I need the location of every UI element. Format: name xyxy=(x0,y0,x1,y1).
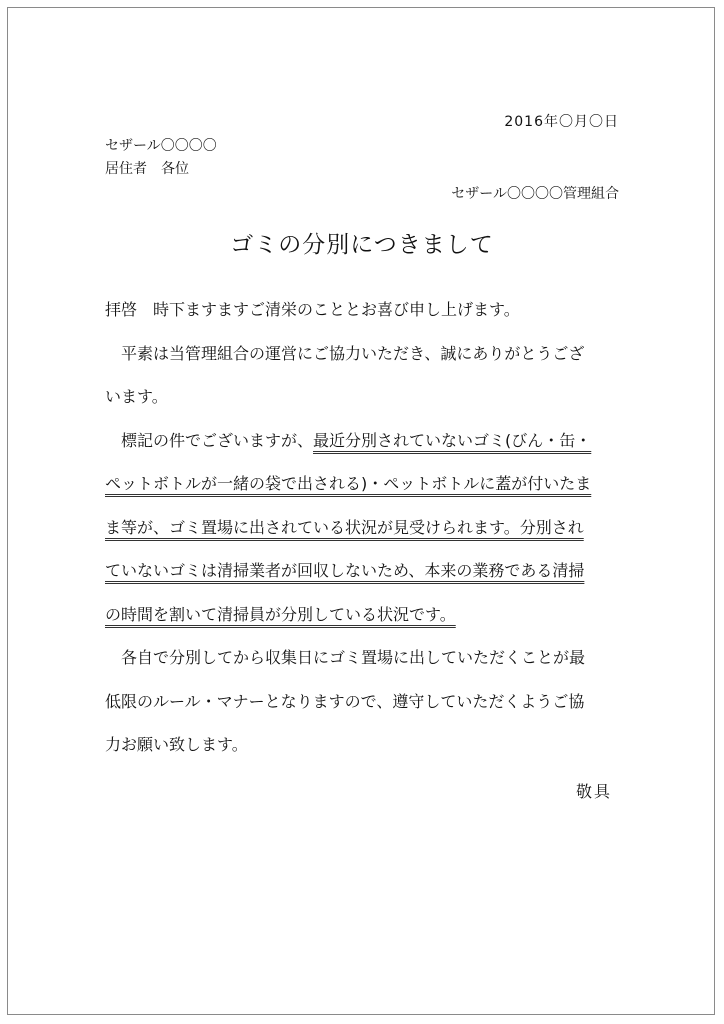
letter-date: 2016年〇月〇日 xyxy=(504,114,619,130)
para2-line3-underlined: ま等が、ゴミ置場に出されている状況が見受けられます。分別され xyxy=(105,517,584,537)
document-page xyxy=(7,7,715,1015)
para2-line2-underlined: ペットボトルが一緒の袋で出される)・ペットボトルに蓋が付いたま xyxy=(105,474,592,493)
greeting: 拝啓 時下ますますご清栄のこととお喜び申し上げます。 xyxy=(105,300,520,319)
recipient-residents: 居住者 各位 xyxy=(105,161,189,177)
para1-line2: います。 xyxy=(105,387,168,406)
para2-line1-underlined: 最近分別されていないゴミ(びん・缶・ xyxy=(313,430,592,450)
para2-line1 xyxy=(105,419,625,463)
letter-title: ゴミの分別につきまして xyxy=(230,232,494,258)
recipient-building: セザール〇〇〇〇 xyxy=(105,138,217,154)
letter-body xyxy=(105,288,625,767)
para2-line3 xyxy=(105,506,625,550)
sender: セザール〇〇〇〇管理組合 xyxy=(451,186,619,202)
para3-line2: 低限のルール・マナーとなりますので、遵守していただくようご協 xyxy=(105,691,585,711)
para2-line1-plain: 標記の件でございますが、 xyxy=(105,430,314,450)
para2-line5 xyxy=(105,593,625,637)
para2-line2 xyxy=(105,462,625,506)
para2-line4 xyxy=(105,549,625,593)
para2-line4-underlined: ていないゴミは清掃業者が回収しないため、本来の業務である清掃 xyxy=(105,561,585,580)
para2-line5-underlined: の時間を割いて清掃員が分別している状況です。 xyxy=(105,604,456,624)
para3-line1: 各自で分別してから収集日にゴミ置場に出していただくことが最 xyxy=(105,648,586,667)
para1-line1: 平素は当管理組合の運営にご協力いただき、誠にありがとうござ xyxy=(105,343,585,363)
para3-line3: 力お願い致します。 xyxy=(105,735,248,754)
closing-remark: 敬具 xyxy=(575,782,612,801)
